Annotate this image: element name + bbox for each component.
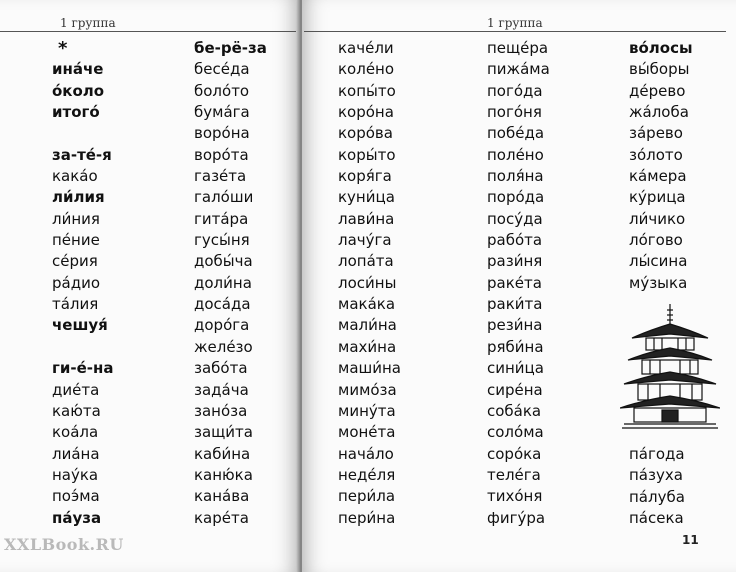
word-item: зано́за <box>194 401 248 420</box>
word-item: поле́но <box>487 145 544 164</box>
word-item: пого́ня <box>487 103 542 122</box>
word-item: поэ́ма <box>52 487 100 506</box>
word-item: ку́рица <box>629 188 686 207</box>
word-item: мака́ка <box>338 295 396 314</box>
word-item: каю́та <box>52 401 101 420</box>
word-item: се́рия <box>52 252 98 271</box>
word-item <box>52 123 113 144</box>
word-item: коро́ва <box>338 124 393 143</box>
word-item: гита́ра <box>194 209 249 228</box>
word-item: каби́на <box>194 444 251 463</box>
word-item: теле́га <box>487 465 541 484</box>
word-item: гало́ши <box>194 188 254 207</box>
word-item <box>52 337 113 358</box>
word-item: рабо́та <box>487 231 543 250</box>
word-item: поля́на <box>487 167 544 186</box>
word-item: побе́да <box>487 124 545 143</box>
word-item: о́коло <box>52 81 105 100</box>
word-item: пе́ние <box>52 231 100 250</box>
word-column-1 <box>52 38 113 529</box>
word-column-3 <box>338 38 401 529</box>
word-item: газе́та <box>194 167 247 186</box>
word-item: пери́на <box>338 508 396 527</box>
word-column-5 <box>629 38 693 294</box>
word-item: коро́на <box>338 103 394 122</box>
word-item: лачу́га <box>338 231 392 250</box>
column-marker: * <box>58 38 68 59</box>
watermark: XXLBook.RU <box>4 535 124 554</box>
word-item: доро́га <box>194 316 250 335</box>
word-item: раки́та <box>487 295 543 314</box>
word-item: па́сека <box>629 509 684 528</box>
word-item: му́зыка <box>629 273 688 292</box>
word-item: та́лия <box>52 295 99 314</box>
word-item: воро́та <box>194 145 249 164</box>
word-item: коа́ла <box>52 423 99 442</box>
word-item: лопа́та <box>338 252 394 271</box>
word-item: ли́лия <box>52 188 105 207</box>
word-item: за́рево <box>629 124 683 143</box>
word-item: тихо́ня <box>487 487 543 506</box>
word-item: раке́та <box>487 273 542 292</box>
word-item: ли́чико <box>629 209 686 228</box>
word-item: па́зуха <box>629 466 683 485</box>
word-item: сини́ца <box>487 359 544 378</box>
word-item: коря́га <box>338 167 392 186</box>
word-item: чешуя́ <box>52 316 108 335</box>
word-item: сире́на <box>487 380 543 399</box>
word-item: кана́ва <box>194 487 250 506</box>
word-item: боло́то <box>194 81 250 100</box>
word-item: доса́да <box>194 295 251 314</box>
page-header-right: 1 группа <box>487 16 543 30</box>
word-item: забо́та <box>194 359 248 378</box>
word-item: добы́ча <box>194 252 253 271</box>
word-column-4 <box>487 38 550 529</box>
word-item: каче́ли <box>338 39 394 57</box>
word-item: поро́да <box>487 188 545 207</box>
word-item: во́лосы <box>629 39 693 57</box>
word-item: зо́лото <box>629 145 683 164</box>
word-item: мали́на <box>338 316 397 335</box>
word-item: лоси́ны <box>338 273 397 292</box>
word-item: махи́на <box>338 337 397 356</box>
word-item: жа́лоба <box>629 103 689 122</box>
word-item: бе-рё-за <box>194 39 267 57</box>
word-item: па́луба <box>629 487 685 506</box>
word-item: пижа́ма <box>487 60 550 79</box>
word-item: ло́гово <box>629 231 683 250</box>
word-item: ина́че <box>52 60 104 79</box>
pagoda-illustration <box>620 304 720 432</box>
word-item: зада́ча <box>194 380 249 399</box>
word-item: лиа́на <box>52 444 100 463</box>
word-item: дие́та <box>52 380 100 399</box>
word-item: ряби́на <box>487 337 544 356</box>
word-item: каню́ка <box>194 465 253 484</box>
word-item: лави́на <box>338 209 395 228</box>
word-item: де́рево <box>629 81 686 100</box>
word-item: нача́ло <box>338 444 394 463</box>
word-item: ра́дио <box>52 273 101 292</box>
header-rule-left <box>0 31 296 32</box>
word-item: ка́мера <box>629 167 687 186</box>
word-item: лы́сина <box>629 252 688 271</box>
word-item: соро́ка <box>487 444 542 463</box>
word-item: неде́ля <box>338 465 396 484</box>
word-item: ли́ния <box>52 209 100 228</box>
page-number: 11 <box>682 533 699 547</box>
word-item: кака́о <box>52 167 98 186</box>
word-item: пери́ла <box>338 487 396 506</box>
word-item: фигу́ра <box>487 508 546 527</box>
word-item: итого́ <box>52 103 100 122</box>
word-column-5-bottom <box>629 444 685 529</box>
word-item: доли́на <box>194 273 252 292</box>
word-item: за-тé-я <box>52 145 112 164</box>
word-item: каре́та <box>194 508 249 527</box>
word-item: маши́на <box>338 359 401 378</box>
word-item: соло́ма <box>487 423 544 442</box>
word-item: па́уза <box>52 508 102 527</box>
word-item: рази́ня <box>487 252 543 271</box>
word-item: бесе́да <box>194 60 250 79</box>
header-rule-right <box>304 31 726 32</box>
word-item: вы́боры <box>629 60 690 79</box>
word-item: мимо́за <box>338 380 397 399</box>
word-item: моне́та <box>338 423 396 442</box>
word-column-2 <box>194 38 267 529</box>
word-item: копы́то <box>338 81 396 100</box>
word-item: соба́ка <box>487 401 542 420</box>
word-item: желе́зо <box>194 337 253 356</box>
word-item: пого́да <box>487 81 543 100</box>
word-item: защи́та <box>194 423 253 442</box>
word-item: коры́то <box>338 145 396 164</box>
word-item: коле́но <box>338 60 395 79</box>
word-item: куни́ца <box>338 188 395 207</box>
word-item: пеще́ра <box>487 39 549 57</box>
word-item: бума́га <box>194 103 250 122</box>
word-item: воро́на <box>194 124 250 143</box>
right-page <box>302 0 736 572</box>
word-item: ги-é-на <box>52 359 114 378</box>
word-item: посу́да <box>487 209 543 228</box>
page-header-left: 1 группа <box>60 16 116 30</box>
left-page <box>0 0 300 572</box>
word-item: рези́на <box>487 316 543 335</box>
word-item: па́года <box>629 445 685 463</box>
word-item: гусы́ня <box>194 231 250 250</box>
word-item: нау́ка <box>52 465 99 484</box>
word-item: мину́та <box>338 401 396 420</box>
